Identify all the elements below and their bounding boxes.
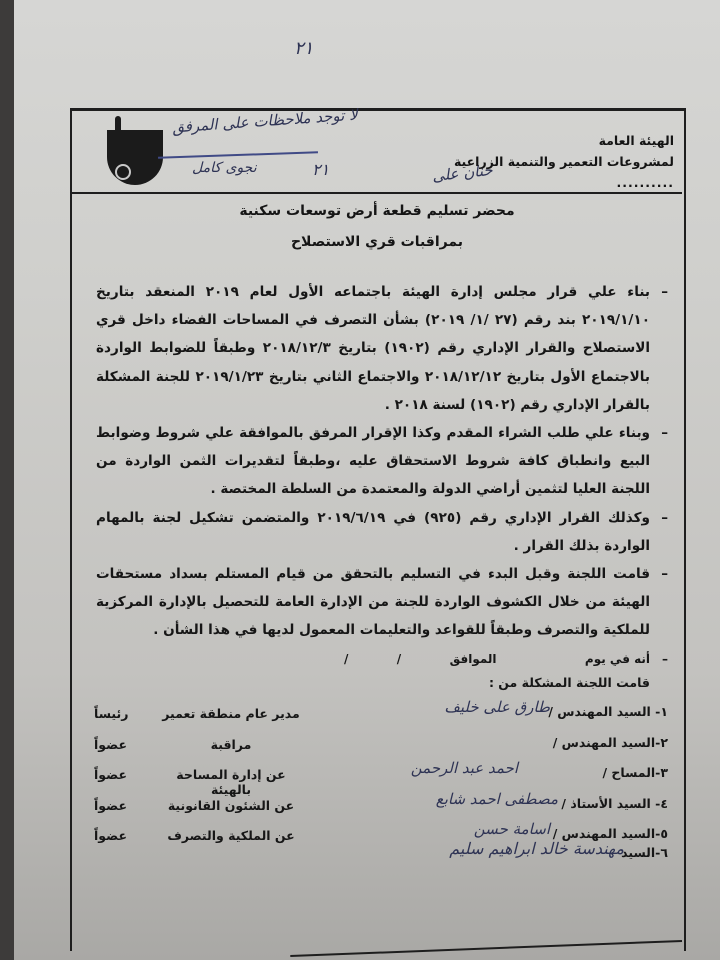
paragraph-1: – بناء علي قرار مجلس إدارة الهيئة باجتماعه الأول لعام ٢٠١٩ المنعقد بتاريخ ٢٠١٩/١/١٠ بند رقم (٢٧ /١/ ٢٠١٩) بشأن التصرف في المساحات الفضاء داخل قري الاستصلاح والقرار الإداري رقم (١٩٠٢) بتاريخ ٢٠١٨/١٢/٣ وطبقاً للضوابط الواردة بالاجتماع الأول بتاريخ ٢٠١٨/١٢/١٢ والاجتماع الثاني بتاريخ ٢٠١٩/١/٢٣ للجنة المشكلة بالقرار الإداري رقم (١٩٠٢) لسنة ٢٠١٨ . — [96, 284, 668, 413]
paragraph-4: – قامت اللجنة وقبل البدء في التسليم بالتحقق من قيام المستلم بسداد مستحقات الهيئة من خلال الكشوف الواردة للجنة من الإدارة العامة للتحصيل بالإدارة المركزية للملكية والتصرف وطبقاً للقواعد والتعليمات المعمول لديها في هذا الشأن . — [96, 566, 668, 639]
member-row: ٤- السيد الأستاذ / مصطفى احمد شابع عن الشئون القانونية عضواً — [94, 789, 668, 813]
organization-line-1: الهيئة العامة — [598, 133, 674, 148]
member-signature: مصطفى احمد شابع — [435, 789, 558, 808]
handwritten-name: خنان على — [431, 160, 494, 186]
document-body — [96, 278, 668, 693]
handwritten-note: لا توجد ملاحظات على المرفق — [171, 105, 359, 137]
member-row: ٢-السيد المهندس / مراقبة عضواً — [94, 734, 668, 752]
organization-line-2: لمشروعات التعمير والتنمية الزراعية — [453, 154, 674, 169]
member-row: ٦-السيد مهندسة خالد ابراهيم سليم — [449, 838, 668, 860]
date-line: – أنه في يوم الموافق / / — [344, 651, 668, 666]
member-signature: مهندسة خالد ابراهيم سليم — [449, 838, 624, 858]
member-row: ٥-السيد المهندس / اسامة حسن عن الملكية والتصرف عضواً — [94, 820, 668, 843]
member-row: ١- السيد المهندس / طارق على خليف مدير عام منطقة تعمير رئيساً — [94, 698, 668, 721]
document-title — [72, 196, 682, 258]
member-signature: اسامة حسن — [473, 820, 550, 838]
handwritten-underline — [158, 151, 318, 159]
paragraph-3: – وكذلك القرار الإداري رقم (٩٢٥) في ٢٠١٩/٦/١٩ والمتضمن تشكيل لجنة بالمهام الواردة بذلك القرار . — [96, 509, 668, 554]
handwritten-signature: نجوى كامل — [192, 160, 257, 176]
member-row: ٣-المساح / احمد عبد الرحمن عن إدارة المساحة بالهيئة عضواً — [94, 759, 668, 797]
committee-members — [96, 700, 668, 871]
organization-name — [454, 130, 674, 193]
handwritten-mark: ٢١ — [312, 160, 330, 179]
member-signature: طارق على خليف — [444, 698, 550, 716]
organization-dots: .......... — [616, 175, 674, 190]
page-number-mark: ٢١ — [294, 38, 314, 59]
coat-of-arms-icon — [107, 130, 163, 185]
title-line-1: محضر تسليم قطعة أرض توسعات سكنية — [239, 203, 515, 219]
title-line-2: بمراقبات قري الاستصلاح — [290, 234, 464, 250]
member-signature: احمد عبد الرحمن — [410, 759, 518, 777]
letterhead — [72, 105, 682, 194]
paragraph-2: – وبناء علي طلب الشراء المقدم وكذا الإقرار المرفق بالموافقة علي شروط وضوابط البيع وانطباق كافة شروط الاستحقاق عليه ،وطبقاً لتقديرات الثمن الواردة من اللجنة العليا لتثمين أراضي الدولة والمعتمدة من السلطة المختصة . — [96, 425, 668, 498]
committee-label: قامت اللجنة المشكلة من : — [488, 674, 650, 690]
